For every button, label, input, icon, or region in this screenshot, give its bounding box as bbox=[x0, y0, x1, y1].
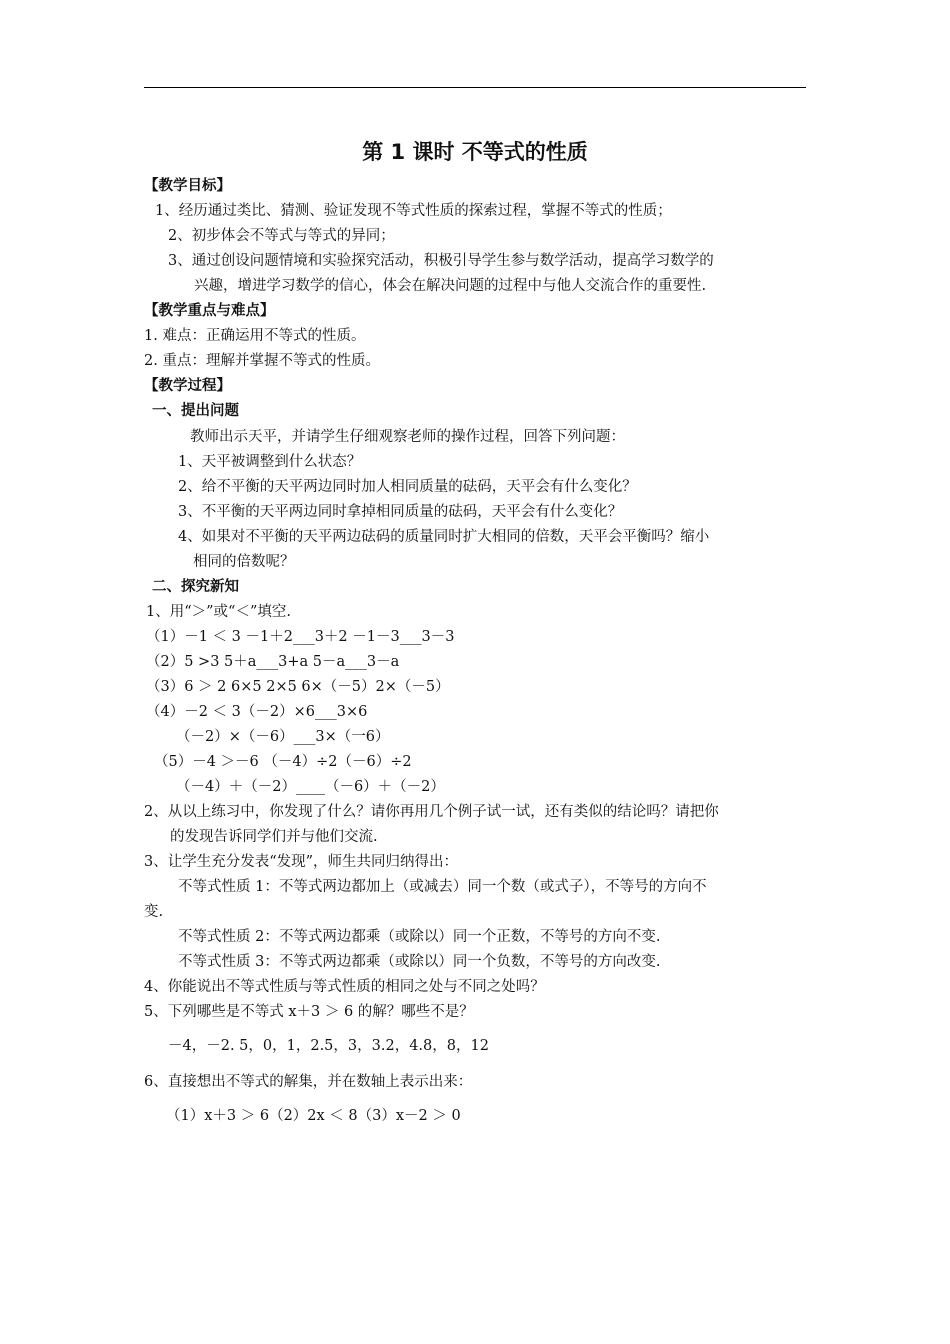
section-heading-focus: 【教学重点与难点】 bbox=[144, 303, 275, 319]
objective-item-continued: 兴趣，增进学习数学的信心，体会在解决问题的过程中与他人交流合作的重要性. bbox=[194, 278, 707, 294]
focus-item-difficulty: 1. 难点：正确运用不等式的性质。 bbox=[144, 328, 366, 344]
question-2-continued: 的发现告诉同学们并与他们交流. bbox=[170, 829, 378, 845]
part1-heading: 一、提出问题 bbox=[152, 403, 239, 419]
exercise-line: （5）－4 ＞－6 （－4）÷2（－6）÷2 bbox=[154, 754, 412, 770]
question-item-continued: 相同的倍数呢？ bbox=[193, 554, 295, 570]
question-5: 5、下列哪些是不等式 x＋3 ＞ 6 的解？哪些不是？ bbox=[144, 1004, 474, 1020]
question-item: 2、给不平衡的天平两边同时加人相同质量的砝码，天平会有什么变化？ bbox=[178, 479, 637, 495]
property-1-continued: 变. bbox=[144, 904, 164, 920]
exercise-line: （1）－1 ＜ 3 －1＋2___3＋2 －1－3___3－3 bbox=[146, 629, 455, 645]
property-3: 不等式性质 3：不等式两边都乘（或除以）同一个负数，不等号的方向改变. bbox=[178, 954, 661, 970]
property-1: 不等式性质 1：不等式两边都加上（或减去）同一个数（或式子），不等号的方向不 bbox=[178, 879, 707, 895]
property-2: 不等式性质 2：不等式两边都乘（或除以）同一个正数，不等号的方向不变. bbox=[178, 929, 661, 945]
part1-intro: 教师出示天平，并请学生仔细观察老师的操作过程，回答下列问题： bbox=[190, 429, 625, 445]
objective-item: 2、初步体会不等式与等式的异同； bbox=[168, 228, 395, 244]
question-item: 4、如果对不平衡的天平两边砝码的质量同时扩大相同的倍数，天平会平衡吗？缩小 bbox=[178, 529, 710, 545]
exercise-line: （－2）×（－6）___3×（一6） bbox=[176, 729, 390, 745]
question-item: 1、天平被调整到什么状态？ bbox=[178, 454, 362, 470]
page-title: 第 1 课时 不等式的性质 bbox=[362, 140, 588, 164]
exercise-line: （3）6 ＞ 2 6×5 2×5 6×（－5）2×（－5） bbox=[146, 679, 450, 695]
exercise-line: （4）－2 ＜ 3（－2）×6___3×6 bbox=[146, 704, 368, 720]
exercise-question-1: 1、用“＞”或“＜”填空. bbox=[146, 604, 291, 620]
question-6: 6、直接想出不等式的解集，并在数轴上表示出来： bbox=[144, 1074, 473, 1090]
question-6-items: （1）x＋3 ＞ 6（2）2x ＜ 8（3）x－2 ＞ 0 bbox=[166, 1108, 461, 1124]
question-2: 2、从以上练习中，你发现了什么？请你再用几个例子试一试，还有类似的结论吗？请把你 bbox=[144, 804, 719, 820]
question-4: 4、你能说出不等式性质与等式性质的相同之处与不同之处吗？ bbox=[144, 979, 545, 995]
objective-item: 3、通过创设问题情境和实验探究活动，积极引导学生参与数学活动，提高学习数学的 bbox=[168, 253, 714, 269]
section-heading-process: 【教学过程】 bbox=[144, 378, 231, 394]
objective-item: 1、经历通过类比、猜测、验证发现不等式性质的探索过程，掌握不等式的性质； bbox=[155, 203, 672, 219]
part2-heading: 二、探究新知 bbox=[152, 579, 239, 595]
question-3: 3、让学生充分发表“发现”，师生共同归纳得出： bbox=[144, 854, 459, 870]
section-heading-objectives: 【教学目标】 bbox=[144, 178, 231, 194]
exercise-line: （2）5 >3 5＋a___3+a 5－a___3－a bbox=[146, 654, 400, 670]
focus-item-key: 2. 重点：理解并掌握不等式的性质。 bbox=[144, 353, 380, 369]
question-item: 3、不平衡的天平两边同时拿掉相同质量的砝码，天平会有什么变化？ bbox=[178, 504, 623, 520]
question-5-values: －4，－2. 5，0，1，2.5，3，3.2，4.8，8，12 bbox=[168, 1038, 489, 1054]
exercise-line: （－4）＋（－2）____（－6）＋（－2） bbox=[176, 779, 445, 795]
header-rule bbox=[144, 87, 806, 88]
